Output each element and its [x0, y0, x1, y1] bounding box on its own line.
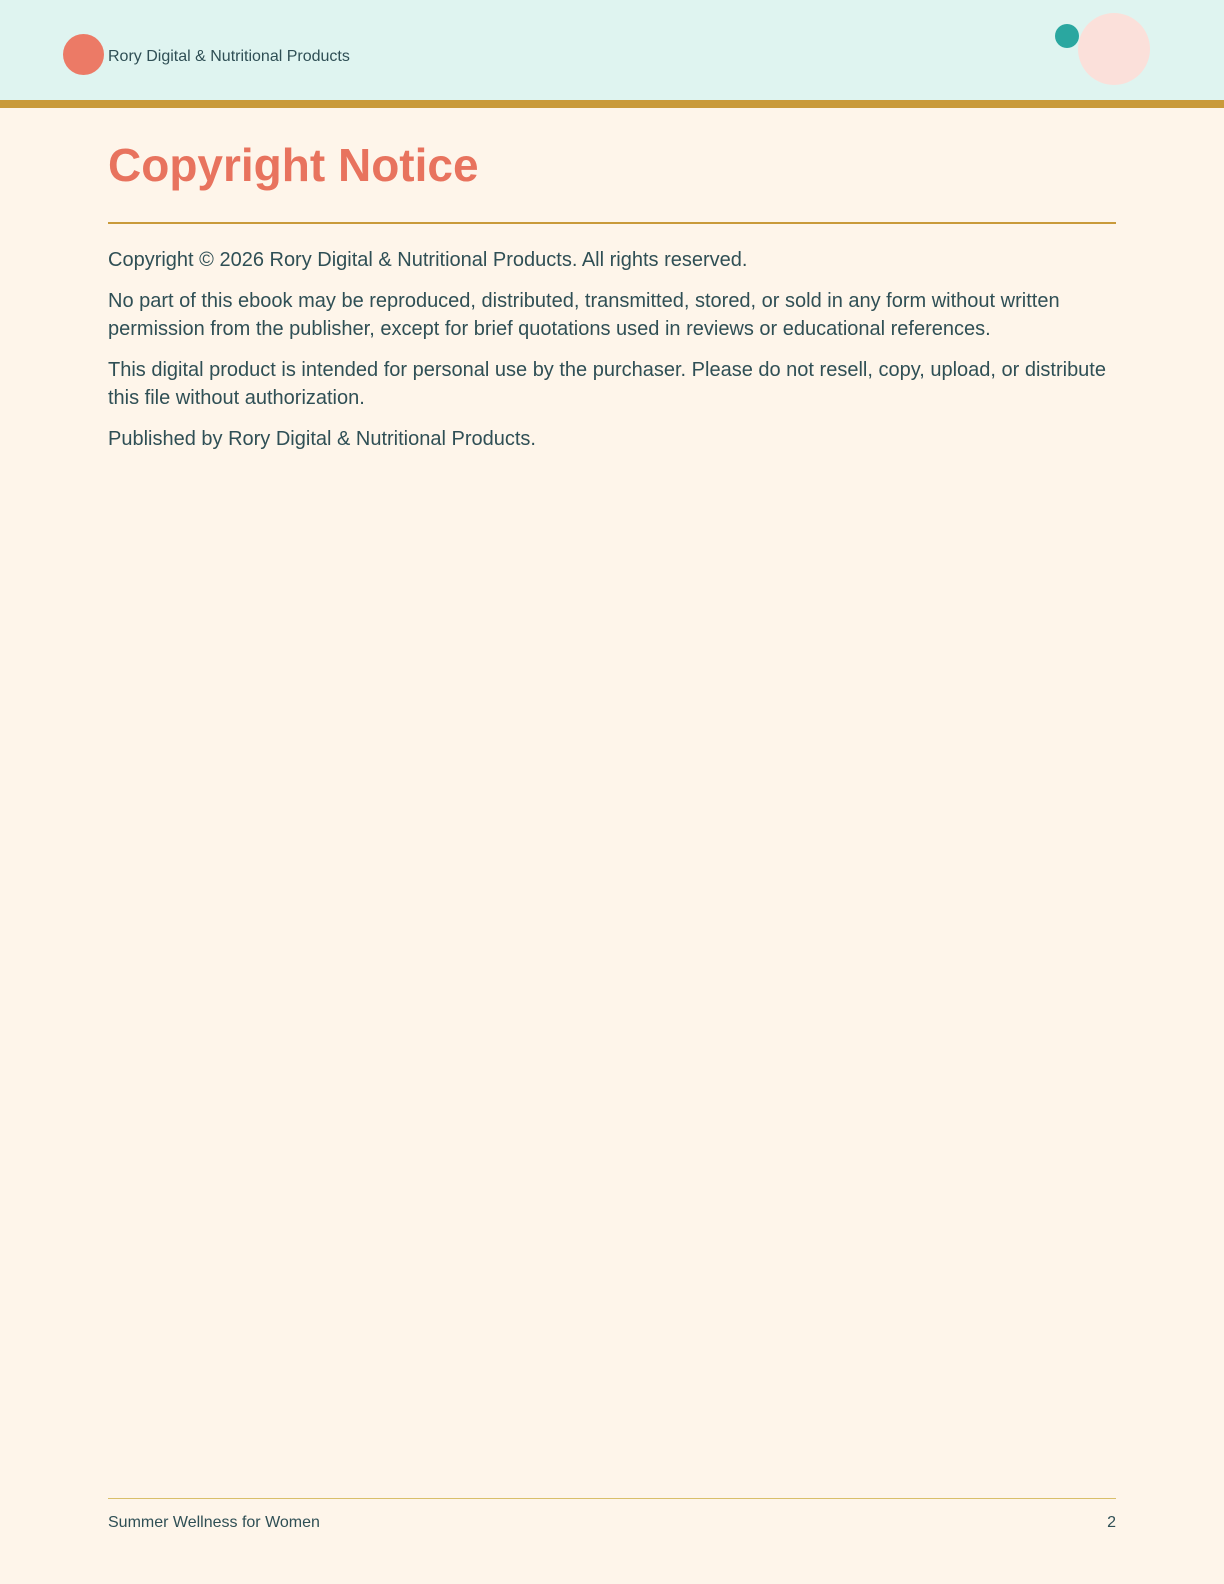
header-accent-bar [0, 100, 1224, 108]
page-header [0, 0, 1224, 100]
page-title: Copyright Notice [108, 139, 479, 191]
brand-name: Rory Digital & Nutritional Products [108, 48, 350, 65]
logo-circle-icon [63, 34, 104, 75]
decorative-pink-circle-icon [1078, 13, 1150, 85]
footer-book-title: Summer Wellness for Women [108, 1514, 320, 1531]
page-number: 2 [1107, 1514, 1116, 1531]
reproduction-notice: No part of this ebook may be reproduced, distributed, transmitted, stored, or sold in any form without written permission from the publisher, except for brief quotations used in reviews or educational references. [108, 290, 1060, 340]
copyright-body [108, 246, 1116, 466]
publisher-line: Published by Rory Digital & Nutritional Products. [108, 428, 536, 450]
title-divider [108, 222, 1116, 224]
decorative-teal-circle-icon [1055, 24, 1079, 48]
copyright-statement: Copyright © 2026 Rory Digital & Nutritional Products. All rights reserved. [108, 249, 748, 271]
footer-divider [108, 1498, 1116, 1499]
personal-use-notice: This digital product is intended for personal use by the purchaser. Please do not resell, copy, upload, or distribute this file without authorization. [108, 359, 1106, 409]
